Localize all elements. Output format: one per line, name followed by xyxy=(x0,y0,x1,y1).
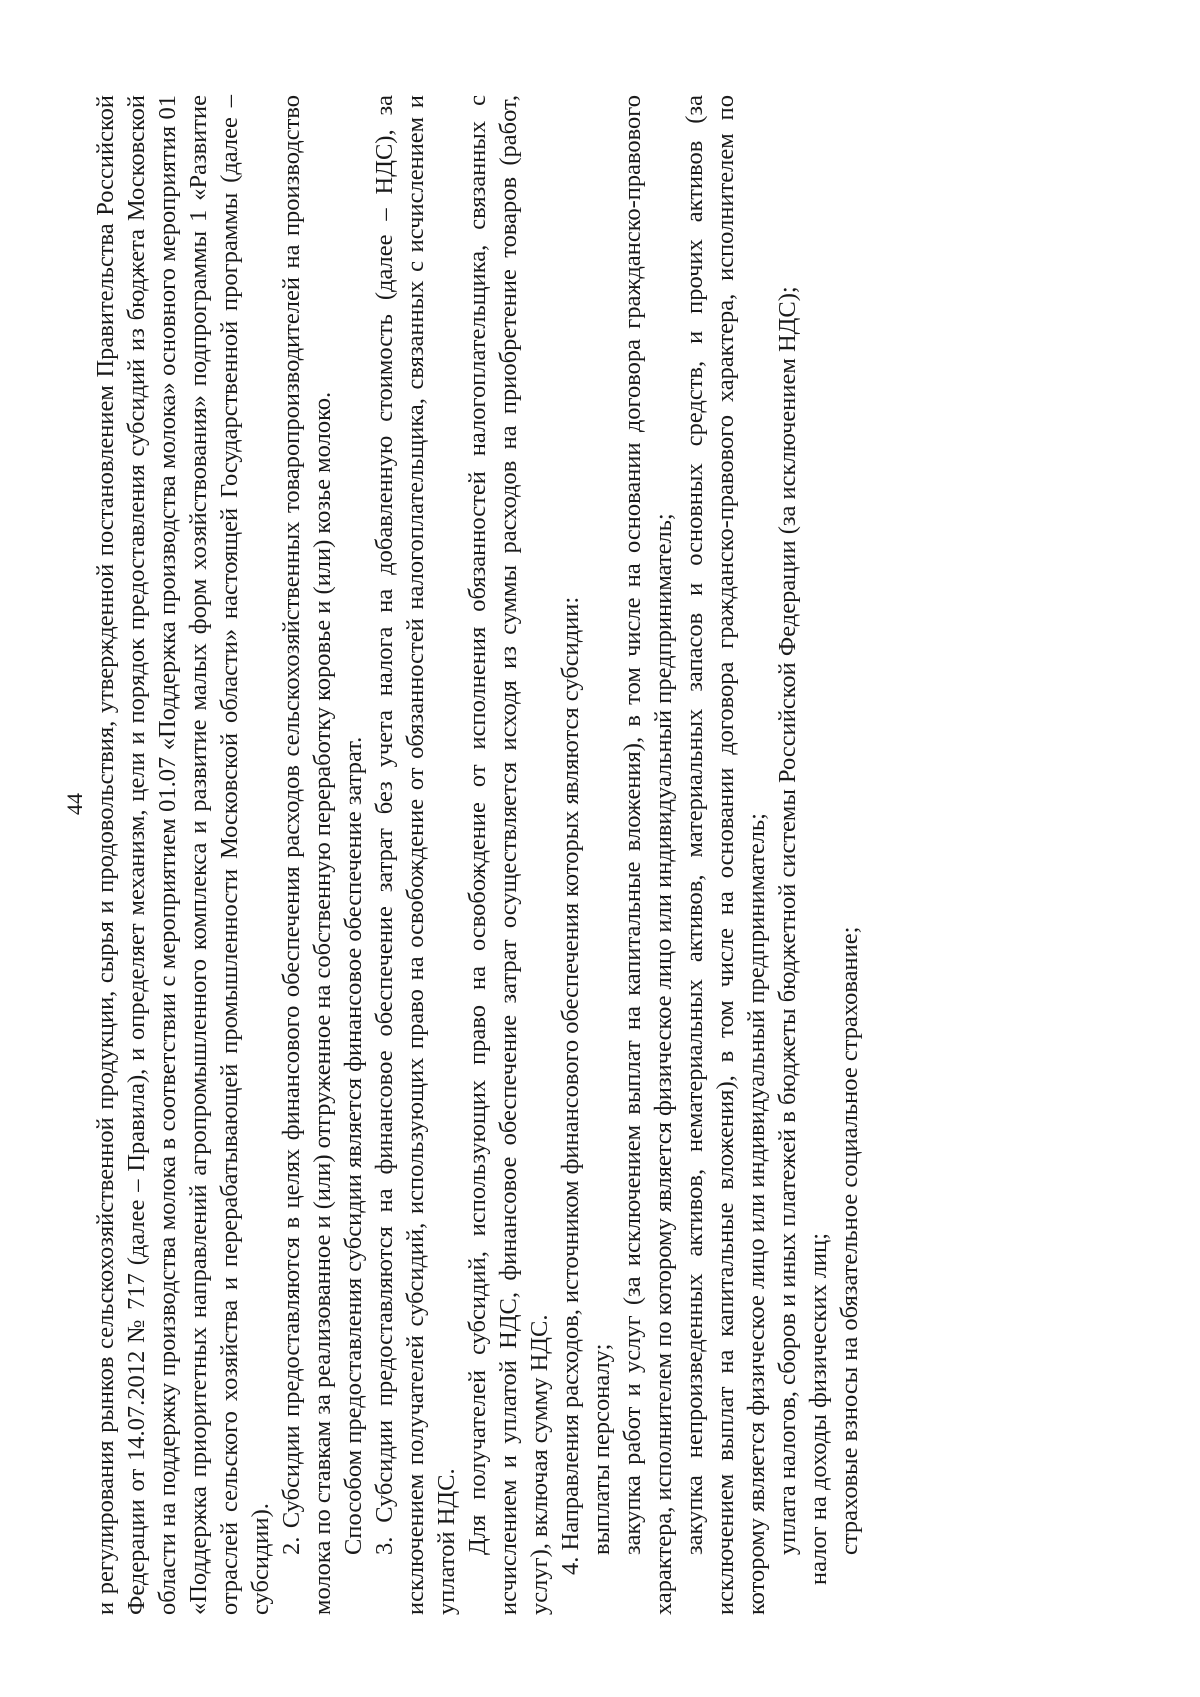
list-item-assets: закупка непроизведенных активов, нематериальных активов, материальных запасов и основных средств, и прочих активов (за исключением выплат на капитальные вложения), в том числе на основании договора гражданско-правового характера, исполнителем по которому является физическое лицо или индивидуальный предприниматель; xyxy=(681,95,770,1615)
paragraph-3: 3. Субсидии предоставляются на финансовое обеспечение затрат без учета налога на добавленную стоимость (далее – НДС), за исключением получателей субсидий, использующих право на освобождение от обязанностей налогоплательщика, связанных с исчислением и уплатой НДС. xyxy=(371,95,460,1615)
paragraph-method: Способом предоставления субсидии является финансовое обеспечение затрат. xyxy=(340,736,367,1555)
list-item-insurance: страховые взносы на обязательное социальное страхование; xyxy=(836,926,863,1555)
paragraph-vat-exempt: Для получателей субсидий, использующих право на освобождение от исполнения обязанностей налогоплательщика, связанных с исчислением и уплатой НДС, финансовое обеспечение затрат осуществляется исходя из суммы расходов на приобретение товаров (работ, услуг), включая сумму НДС. xyxy=(464,95,553,1615)
paragraph-4: 4. Направления расходов, источником финансового обеспечения которых являются субсидии: xyxy=(557,596,584,1575)
list-item-staff-payments: выплаты персоналу; xyxy=(588,1343,615,1555)
document-body xyxy=(90,95,865,1615)
list-item-taxes: уплата налогов, сборов и иных платежей в бюджеты бюджетной системы Российской Федерации (за исключением НДС); xyxy=(774,286,801,1555)
page-number: 44 xyxy=(62,793,87,815)
paragraph-2: 2. Субсидии предоставляются в целях финансового обеспечения расходов сельскохозяйственных товаропроизводителей на производство молока по ставкам за реализованное и (или) отгруженное на собственную переработку коровье и (или) козье молоко. xyxy=(278,95,336,1615)
paragraph-intro: и регулирования рынков сельскохозяйственной продукции, сырья и продовольствия, утвержденной постановлением Правительства Российской Федерации от 14.07.2012 № 717 (далее – Правила), и определяет механизм, цели и порядок предоставления субсидий из бюджета Московской области на поддержку производства молока в соответствии с мероприятием 01.07 «Поддержка производства молока» основного мероприятия 01 «Поддержка приоритетных направлений агропромышленного комплекса и развитие малых форм хозяйствования» подпрограммы 1 «Развитие отраслей сельского хозяйства и перерабатывающей промышленности Московской области» настоящей Государственной программы (далее – субсидии). xyxy=(92,95,274,1615)
list-item-income-tax: налог на доходы физических лиц; xyxy=(805,1232,832,1585)
list-item-works-services: закупка работ и услуг (за исключением выплат на капитальные вложения), в том числе на основании договора гражданско-правового характера, исполнителем по которому является физическое лицо или индивидуальный предприниматель; xyxy=(619,95,677,1615)
